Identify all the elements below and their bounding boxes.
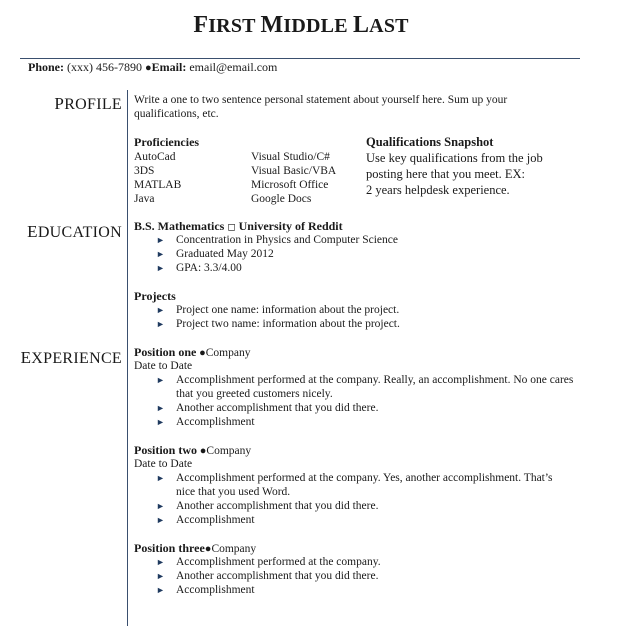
position-title: Position one: [134, 345, 197, 359]
proficiency-item: Microsoft Office: [251, 179, 329, 191]
position-title: Position two: [134, 443, 197, 457]
name-middle: MIDDLE: [260, 12, 348, 38]
list-item: ► Accomplishment performed at the company.: [156, 556, 381, 568]
education-details: [134, 233, 574, 275]
company-name: Company: [206, 445, 252, 457]
position-header: [134, 345, 250, 360]
name-last: LAST: [352, 12, 409, 38]
list-item: ► Graduated May 2012: [156, 248, 274, 260]
proficiency-item: Google Docs: [251, 193, 312, 205]
list-item: ► Another accomplishment that you did there.: [156, 570, 379, 582]
list-item: ► GPA: 3.3/4.00: [156, 262, 242, 274]
contact-line: [28, 60, 277, 75]
degree: B.S. Mathematics: [134, 219, 225, 233]
company-name: Company: [205, 347, 251, 359]
resume-name: [0, 12, 602, 39]
accomplishments-list: [134, 555, 574, 597]
school: University of Reddit: [238, 219, 343, 233]
list-item: ► Another accomplishment that you did there.: [156, 402, 379, 414]
accomplishments-list: [134, 471, 574, 527]
proficiency-item: Visual Studio/C#: [251, 151, 330, 163]
list-item: ► Concentration in Physics and Computer Science: [156, 234, 398, 246]
bullet-icon: ●: [197, 445, 207, 457]
phone-value: (xxx) 456-7890: [67, 60, 142, 74]
header-divider: [20, 58, 580, 59]
accomplishments-list: [134, 373, 574, 429]
bullet-icon: ●: [204, 543, 212, 555]
arrow-bullet-icon: ►: [156, 571, 165, 581]
arrow-bullet-icon: ►: [156, 515, 165, 525]
arrow-bullet-icon: ►: [156, 249, 165, 259]
position-dates: Date to Date: [134, 360, 193, 372]
qualifications-line: posting here that you meet. EX:: [366, 167, 525, 181]
section-title-experience: EXPERIENCE: [20, 348, 122, 367]
qualifications-heading: Qualifications Snapshot: [366, 135, 494, 149]
arrow-bullet-icon: ►: [156, 403, 165, 413]
proficiency-item: Java: [134, 193, 155, 205]
qualifications-line: Use key qualifications from the job: [366, 151, 543, 165]
list-item: ► Accomplishment: [156, 584, 255, 596]
arrow-bullet-icon: ►: [156, 263, 165, 273]
bullet-icon: ●: [196, 347, 206, 359]
position-header: [134, 541, 256, 556]
arrow-bullet-icon: ►: [156, 501, 165, 511]
list-item: ► Accomplishment: [156, 416, 255, 428]
arrow-bullet-icon: ►: [156, 473, 165, 483]
list-item: ► Accomplishment performed at the company. Really, an accomplishment. No one cares that you greeted customers nicely.: [156, 374, 574, 400]
profile-statement: Write a one to two sentence personal statement about yourself here. Sum up your qualifications, etc.: [134, 94, 508, 120]
section-divider-line: [127, 90, 128, 626]
arrow-bullet-icon: ►: [156, 585, 165, 595]
proficiencies-heading: Proficiencies: [134, 135, 200, 149]
separator-icon: ◻: [227, 222, 236, 233]
proficiency-item: Visual Basic/VBA: [251, 165, 337, 177]
projects-heading: Projects: [134, 289, 176, 303]
proficiency-item: 3DS: [134, 165, 155, 177]
section-title-education: EDUCATION: [27, 222, 122, 241]
email-value: email@email.com: [189, 60, 278, 74]
name-first: FIRST: [193, 12, 256, 38]
position-header: [134, 443, 251, 458]
bullet-icon: ●: [145, 62, 152, 74]
position-title: Position three: [134, 541, 205, 555]
arrow-bullet-icon: ►: [156, 375, 165, 385]
arrow-bullet-icon: ►: [156, 305, 165, 315]
list-item: ► Project two name: information about the project.: [156, 318, 400, 330]
arrow-bullet-icon: ►: [156, 557, 165, 567]
qualifications-line: 2 years helpdesk experience.: [366, 183, 510, 197]
list-item: ► Accomplishment performed at the company. Yes, another accomplishment. That’s nice that you used Word.: [156, 472, 553, 498]
arrow-bullet-icon: ►: [156, 235, 165, 245]
email-label: Email:: [151, 60, 187, 74]
arrow-bullet-icon: ►: [156, 417, 165, 427]
proficiency-item: AutoCad: [134, 151, 176, 163]
projects-list: [134, 303, 574, 331]
list-item: ► Accomplishment: [156, 514, 255, 526]
list-item: ► Another accomplishment that you did there.: [156, 500, 379, 512]
phone-label: Phone:: [28, 60, 64, 74]
proficiency-item: MATLAB: [134, 179, 182, 191]
arrow-bullet-icon: ►: [156, 319, 165, 329]
section-title-profile: PROFILE: [54, 94, 122, 113]
position-dates: Date to Date: [134, 458, 193, 470]
list-item: ► Project one name: information about the project.: [156, 304, 400, 316]
company-name: Company: [211, 543, 257, 555]
